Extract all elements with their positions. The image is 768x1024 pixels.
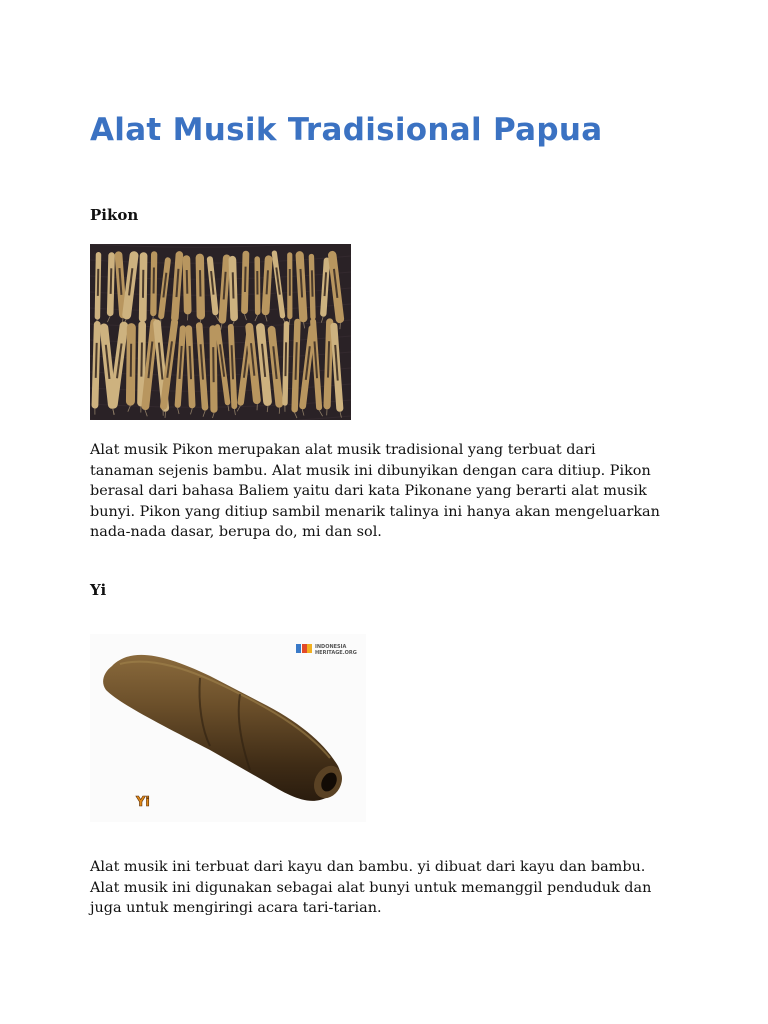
yi-instrument-illustration <box>90 634 366 822</box>
pikon-paragraph-line: nada-nada dasar, berupa do, mi dan sol. <box>90 524 382 540</box>
watermark-line: HERITAGE.ORG <box>315 650 357 656</box>
pikon-paragraph-line: berasal dari bahasa Baliem yaitu dari kata Pikonane yang berarti alat musik <box>90 483 647 499</box>
watermark-line: INDONESIA <box>315 644 347 650</box>
section-heading-pikon: Pikon <box>90 206 139 224</box>
pikon-instrument <box>254 256 260 321</box>
pikon-photo <box>90 244 351 420</box>
pikon-instruments-illustration <box>90 244 351 420</box>
pikon-paragraph <box>90 440 690 543</box>
yi-paragraph <box>90 857 690 919</box>
pikon-instrument <box>139 252 148 328</box>
pikon-instrument <box>196 254 206 326</box>
pikon-paragraph-line: tanaman sejenis bambu. Alat musik ini dibunyikan dengan cara ditiup. Pikon <box>90 462 651 479</box>
yi-photo <box>90 634 366 822</box>
yi-paragraph-line: Alat musik ini terbuat dari kayu dan bambu. yi dibuat dari kayu dan bambu. <box>90 859 646 875</box>
yi-image-caption: Yi <box>136 795 150 810</box>
section-heading-yi: Yi <box>90 581 107 599</box>
pikon-instrument <box>287 252 292 325</box>
yi-paragraph-line: Alat musik ini digunakan sebagai alat bunyi untuk memanggil penduduk dan <box>90 879 652 896</box>
yi-tube <box>103 655 347 803</box>
pikon-instrument <box>182 255 191 320</box>
pikon-instrument <box>150 251 157 322</box>
page-title: Alat Musik Tradisional Papua <box>90 112 603 148</box>
yi-paragraph-line: juga untuk mengiringi acara tari-tarian. <box>90 900 382 916</box>
pikon-instrument <box>126 323 136 412</box>
pikon-paragraph-line: Alat musik Pikon merupakan alat musik tradisional yang terbuat dari <box>90 442 596 458</box>
indonesia-heritage-watermark <box>296 644 357 656</box>
pikon-paragraph-line: bunyi. Pikon yang ditiup sambil menarik talinya ini hanya akan mengeluarkan <box>90 503 660 520</box>
